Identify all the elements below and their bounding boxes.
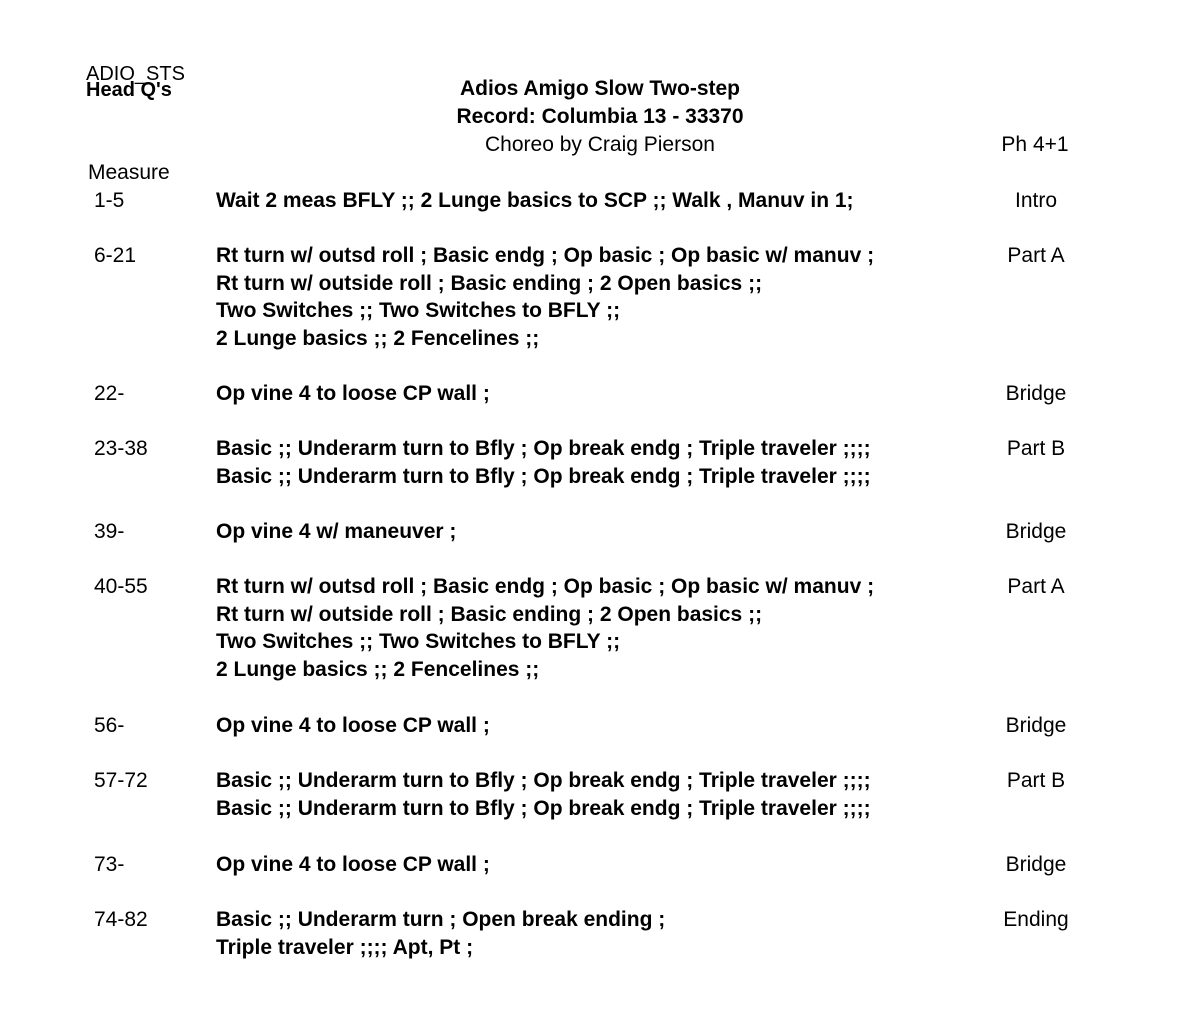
- measure-range: 6-21: [94, 244, 137, 267]
- stamp-top: ADIO_STS: [86, 63, 185, 85]
- measure-range: 23-38: [94, 437, 148, 460]
- part-label: Part B: [1006, 769, 1066, 792]
- part-label: Bridge: [1005, 853, 1067, 876]
- cue-line: Rt turn w/ outside roll ; Basic ending ; 2 Open basics ;;: [216, 602, 763, 626]
- measure-range: 1-5: [94, 189, 125, 212]
- choreographer: Choreo by Craig Pierson: [485, 133, 715, 156]
- cue-line: Op vine 4 to loose CP wall ;: [216, 382, 490, 405]
- cue-line: Op vine 4 w/ maneuver ;: [216, 520, 457, 543]
- cue-line: 2 Lunge basics ;; 2 Fencelines ;;: [216, 657, 540, 681]
- measure-range: 73-: [94, 853, 125, 876]
- cue-line: 2 Lunge basics ;; 2 Fencelines ;;: [216, 326, 540, 350]
- cue-lines: [216, 712, 976, 740]
- measure-range: 40-55: [94, 575, 148, 598]
- part-label: Part A: [1007, 244, 1065, 267]
- cue-line: Basic ;; Underarm turn ; Open break ending ;: [216, 908, 666, 931]
- part-label: Bridge: [1005, 382, 1067, 405]
- cue-lines: [216, 435, 976, 490]
- cue-lines: [216, 851, 976, 879]
- cue-line: Op vine 4 to loose CP wall ;: [216, 853, 490, 876]
- cue-lines: [216, 187, 976, 215]
- cue-lines: [216, 767, 976, 822]
- dance-title: Adios Amigo Slow Two-step: [460, 77, 740, 100]
- record-info: Record: Columbia 13 - 33370: [456, 105, 744, 128]
- stamp-bottom: Head Q's: [86, 79, 172, 101]
- part-label: Intro: [1014, 189, 1058, 212]
- cue-line: Triple traveler ;;;; Apt, Pt ;: [216, 935, 474, 959]
- part-label: Bridge: [1005, 520, 1067, 543]
- cue-lines: [216, 518, 976, 546]
- measure-range: 57-72: [94, 769, 148, 792]
- part-label: Ending: [1003, 908, 1069, 931]
- cue-line: Op vine 4 to loose CP wall ;: [216, 714, 490, 737]
- cue-lines: [216, 906, 976, 961]
- part-label: Part A: [1007, 575, 1065, 598]
- cue-line: Rt turn w/ outsd roll ; Basic endg ; Op basic ; Op basic w/ manuv ;: [216, 244, 875, 267]
- part-label: Part B: [1006, 437, 1066, 460]
- cue-line: Basic ;; Underarm turn to Bfly ; Op break endg ; Triple traveler ;;;;: [216, 769, 871, 792]
- cue-line: Basic ;; Underarm turn to Bfly ; Op break endg ; Triple traveler ;;;;: [216, 437, 871, 460]
- part-label: Bridge: [1005, 714, 1067, 737]
- cue-lines: [216, 380, 976, 408]
- cue-line: Basic ;; Underarm turn to Bfly ; Op break endg ; Triple traveler ;;;;: [216, 796, 871, 820]
- measure-heading: Measure: [88, 161, 170, 184]
- cue-line: Two Switches ;; Two Switches to BFLY ;;: [216, 299, 621, 322]
- measure-range: 56-: [94, 714, 125, 737]
- cue-line: Wait 2 meas BFLY ;; 2 Lunge basics to SCP ;; Walk , Manuv in 1;: [216, 189, 854, 212]
- cue-lines: [216, 573, 976, 683]
- cue-line: Basic ;; Underarm turn to Bfly ; Op break endg ; Triple traveler ;;;;: [216, 464, 871, 488]
- measure-range: 22-: [94, 382, 125, 405]
- measure-range: 39-: [94, 520, 125, 543]
- phase-rating: Ph 4+1: [1001, 133, 1069, 156]
- cue-line: Two Switches ;; Two Switches to BFLY ;;: [216, 630, 621, 653]
- cue-line: Rt turn w/ outside roll ; Basic ending ; 2 Open basics ;;: [216, 271, 763, 295]
- cue-lines: [216, 242, 976, 352]
- cue-line: Rt turn w/ outsd roll ; Basic endg ; Op basic ; Op basic w/ manuv ;: [216, 575, 875, 598]
- measure-range: 74-82: [94, 908, 148, 931]
